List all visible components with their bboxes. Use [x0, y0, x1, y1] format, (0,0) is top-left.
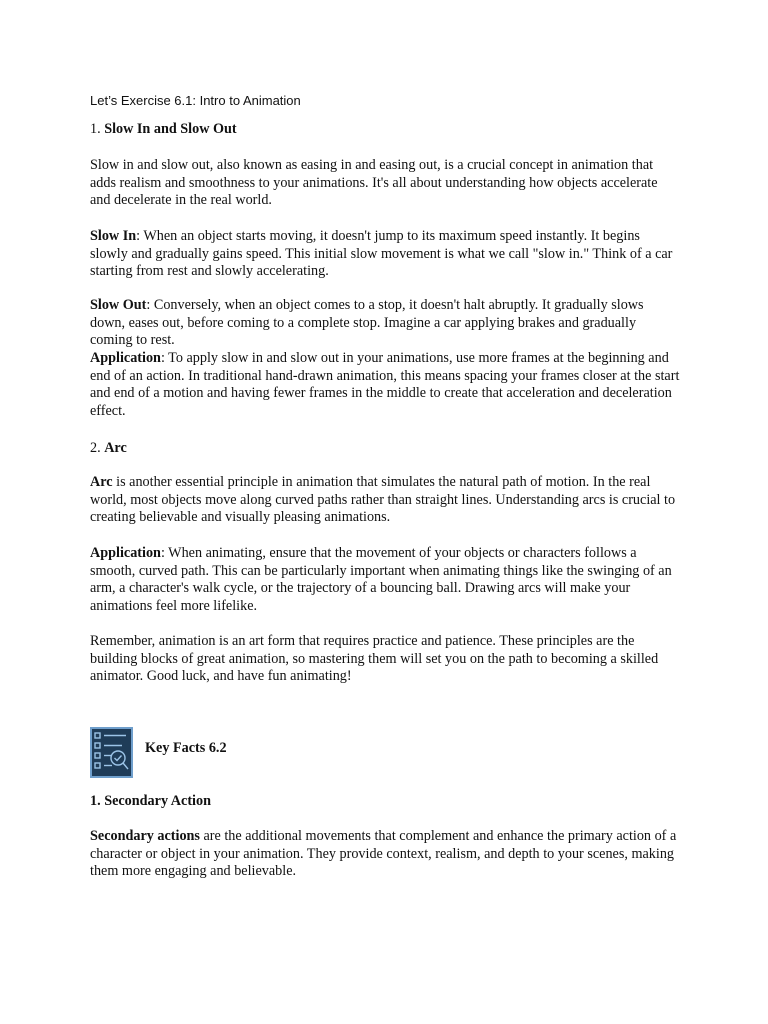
arc-text: is another essential principle in animation that simulates the natural path of motion. In the real world, most objects move along curved paths rather than straight lines. Understanding arcs is crucial to creating believable and visually pleasing animations. — [90, 474, 676, 526]
arc-label: Arc — [90, 474, 113, 490]
closing-paragraph: Remember, animation is an art form that requires practice and patience. These principles are the building blocks of great animation, so mastering them will set you on the path to becoming a skilled animator. Good luck, and have fun animating! — [90, 633, 659, 685]
section-1-heading — [90, 121, 680, 139]
section-2-number: 2. — [90, 440, 105, 456]
section-1-intro: Slow in and slow out, also known as easing in and easing out, is a crucial concept in animation that adds realism and smoothness to your animations. It's all about understanding how objects accelerate and decelerate in the real world. — [90, 157, 658, 209]
section-2-heading — [90, 440, 680, 458]
section-1-application-label: Application — [90, 350, 161, 366]
secondary-action-paragraph — [90, 828, 680, 881]
section-2-title: Arc — [104, 440, 127, 456]
slow-out-paragraph — [90, 297, 680, 350]
slow-out-label: Slow Out — [90, 297, 147, 313]
section-1-application-paragraph — [90, 350, 680, 420]
slow-out-text: : Conversely, when an object comes to a stop, it doesn't halt abruptly. It gradually slows down, eases out, before coming to a complete stop. Imagine a car applying brakes and gradually coming to rest. — [90, 297, 644, 349]
secondary-actions-label: Secondary actions — [90, 828, 200, 844]
checklist-magnifier-icon — [90, 727, 133, 778]
section-2-application-paragraph — [90, 545, 680, 615]
exercise-title: Let’s Exercise 6.1: Intro to Animation — [90, 93, 301, 108]
slow-in-paragraph — [90, 228, 680, 281]
key-facts-title-text: Key Facts 6.2 — [145, 740, 227, 756]
secondary-action-heading — [90, 793, 680, 811]
slow-in-text: : When an object starts moving, it doesn't jump to its maximum speed instantly. It begins slowly and gradually gains speed. This initial slow movement is what we call "slow in." Think of a car starting from rest and slowly accelerating. — [90, 228, 673, 280]
section-2-application-label: Application — [90, 545, 161, 561]
arc-paragraph — [90, 474, 680, 527]
checklist-magnifier-icon-graphic — [92, 729, 131, 776]
section-1-number: 1. — [90, 121, 105, 137]
secondary-action-heading-text: 1. Secondary Action — [90, 793, 211, 809]
key-facts-title — [145, 740, 735, 758]
secondary-actions-text: are the additional movements that complement and enhance the primary action of a character or object in your animation. They provide context, realism, and depth to your scenes, making them more engaging and believable. — [90, 828, 677, 880]
slow-in-label: Slow In — [90, 228, 137, 244]
section-1-application-text: : To apply slow in and slow out in your animations, use more frames at the beginning and end of an action. In traditional hand-drawn animation, this means spacing your frames closer at the start and end of a motion and having fewer frames in the middle to create that acceleration and deceleration effect. — [90, 350, 680, 419]
section-1-title: Slow In and Slow Out — [104, 121, 237, 137]
section-2-application-text: : When animating, ensure that the movement of your objects or characters follows a smooth, curved path. This can be particularly important when animating things like the swinging of an arm, a character's walk cycle, or the trajectory of a bouncing ball. Drawing arcs will make your animations feel more lifelike. — [90, 545, 672, 614]
